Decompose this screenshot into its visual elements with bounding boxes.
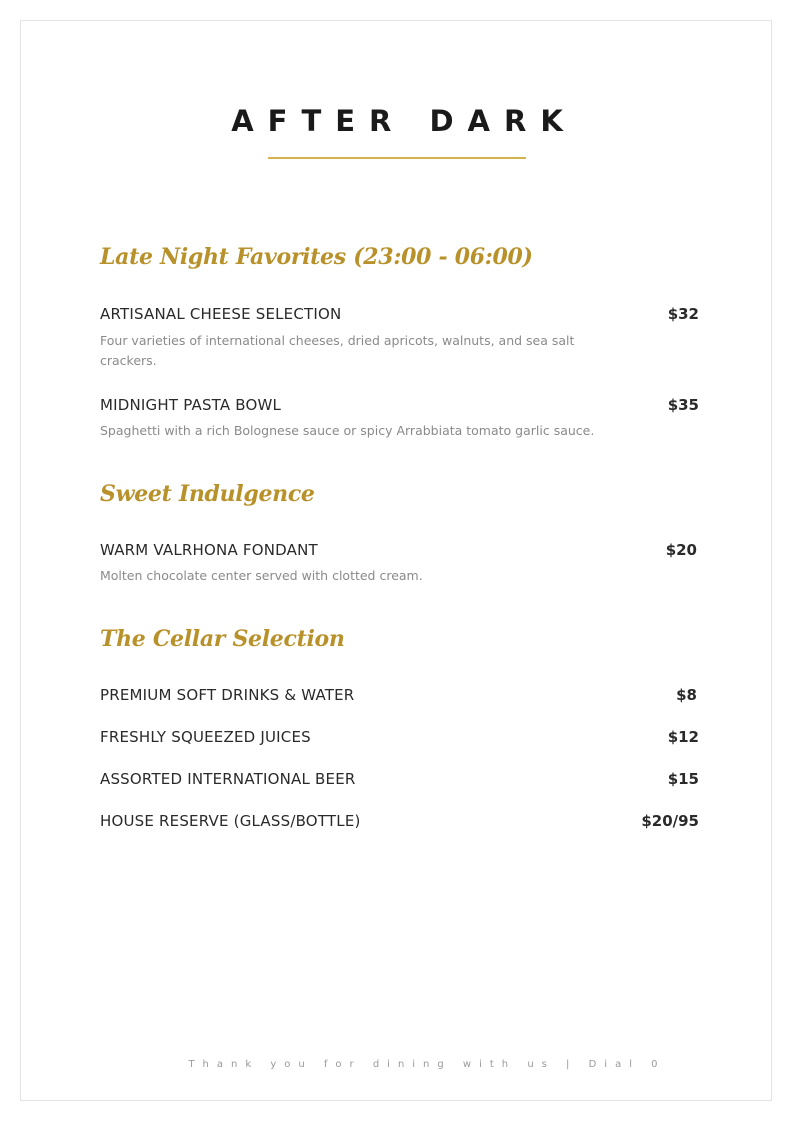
menu-item-name: MIDNIGHT PASTA BOWL	[100, 396, 282, 414]
menu-item-price: $35	[667, 396, 699, 414]
menu-item-name: WARM VALRHONA FONDANT	[100, 541, 318, 559]
menu-title: AFTER DARK	[231, 104, 577, 138]
menu-item-price: $20	[665, 541, 697, 559]
menu-item-name: FRESHLY SQUEEZED JUICES	[100, 728, 311, 746]
section-heading-late-night: Late Night Favorites (23:00 - 06:00)	[100, 244, 533, 270]
menu-item-name: ASSORTED INTERNATIONAL BEER	[100, 770, 356, 788]
menu-item-name: PREMIUM SOFT DRINKS & WATER	[100, 686, 355, 704]
section-heading-cellar: The Cellar Selection	[100, 626, 345, 652]
section-heading-sweet: Sweet Indulgence	[100, 481, 315, 507]
menu-item-name: HOUSE RESERVE (GLASS/BOTTLE)	[100, 812, 361, 830]
menu-item-price: $32	[667, 305, 699, 323]
menu-item-description: Four varieties of international cheeses, dried apricots, walnuts, and sea salt crackers.	[100, 333, 575, 368]
menu-item-price: $15	[667, 770, 699, 788]
menu-item-description: Spaghetti with a rich Bolognese sauce or spicy Arrabbiata tomato garlic sauce.	[100, 423, 595, 438]
footer-note: Thank you for dining with us | Dial 0	[188, 1059, 666, 1070]
menu-item-price: $20/95	[641, 812, 699, 830]
menu-item-price: $8	[676, 686, 697, 704]
menu-item-name: ARTISANAL CHEESE SELECTION	[100, 305, 342, 323]
title-divider	[268, 157, 526, 159]
menu-item-price: $12	[667, 728, 699, 746]
menu-item-description: Molten chocolate center served with clotted cream.	[100, 568, 423, 583]
menu-page	[20, 20, 772, 1101]
